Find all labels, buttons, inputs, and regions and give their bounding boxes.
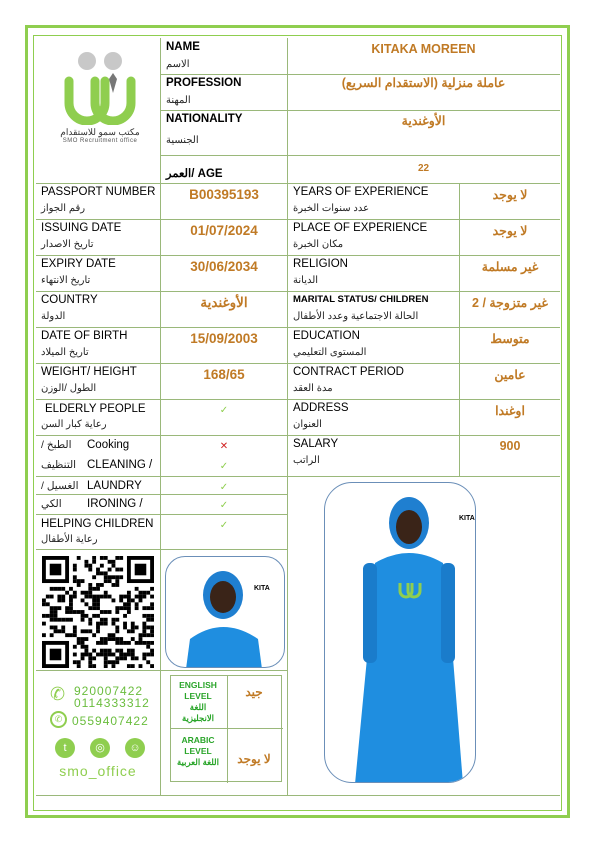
skill-label-ar: رعاية كبار السن (41, 419, 107, 430)
left-row-label: PASSPORT NUMBER (41, 186, 156, 198)
left-row-value: 15/09/2003 (190, 331, 258, 346)
skill-mark: ✓ (219, 500, 229, 511)
language-label: ENGLISH LEVEL اللغة الانجليزية (179, 680, 217, 723)
left-row-label-ar: تاريخ الانتهاء (41, 275, 91, 286)
right-row-value: عامين (494, 368, 526, 382)
left-row-label-ar: تاريخ الاصدار (41, 239, 94, 250)
phone-1: 920007422 (74, 684, 144, 698)
skill-label: ELDERLY PEOPLE (45, 403, 146, 415)
agency-name-en: SMO Recruitment office (62, 138, 138, 144)
right-row-value: اوغندا (495, 404, 525, 418)
skill-mark: ✓ (219, 520, 229, 531)
right-row-label: PLACE OF EXPERIENCE (293, 222, 428, 234)
age-value: 22 (417, 163, 430, 174)
instagram-icon[interactable]: ◎ (90, 738, 110, 758)
left-row-label: EXPIRY DATE (41, 258, 116, 270)
nationality-value: الأوغندية (401, 114, 446, 128)
phone-2: 0114333312 (74, 696, 150, 710)
left-row-label: WEIGHT/ HEIGHT (41, 366, 137, 378)
name-value: KITAKA MOREEN (371, 42, 476, 56)
right-row-value: لا يوجد (492, 224, 528, 238)
skill-label-ar: التنظيف (41, 459, 77, 471)
right-row-label-ar: المستوى التعليمي (293, 347, 367, 358)
profession-value: عاملة منزلية (الاستقدام السريع) (341, 76, 506, 90)
right-row-label: RELIGION (293, 258, 348, 270)
right-row-label: MARITAL STATUS/ CHILDREN (293, 294, 429, 305)
logo-mark-icon (55, 45, 145, 125)
name-label-ar: الاسم (166, 59, 190, 70)
right-row-label-ar: العنوان (293, 419, 322, 430)
snapchat-icon[interactable]: ☺ (125, 738, 145, 758)
left-row-label: DATE OF BIRTH (41, 330, 128, 342)
whatsapp-icon: ✆ (50, 711, 67, 728)
right-row-label: YEARS OF EXPERIENCE (293, 186, 429, 198)
left-row-label-ar: الدولة (41, 311, 66, 322)
left-row-label-ar: تاريخ الميلاد (41, 347, 89, 358)
right-row-label-ar: مكان الخبرة (293, 239, 344, 250)
skill-mark: ✓ (219, 482, 229, 493)
left-row-label: COUNTRY (41, 294, 98, 306)
left-row-value: 168/65 (203, 367, 245, 382)
qr-code (42, 556, 154, 668)
right-row-label: SALARY (293, 438, 339, 450)
skill-label-ar: رعاية الأطفال (41, 534, 98, 545)
right-row-value: لا يوجد (492, 188, 528, 202)
right-row-label-ar: مدة العقد (293, 383, 333, 394)
right-row-label-ar: عدد سنوات الخبرة (293, 203, 370, 214)
photo-main-caption: KITA (459, 515, 475, 522)
photo-small (165, 556, 285, 668)
agency-logo (55, 45, 145, 144)
skill-label: HELPING CHILDREN (41, 518, 154, 530)
skill-mark: ✓ (219, 405, 229, 416)
right-row-label: ADDRESS (293, 402, 349, 414)
profession-label-ar: المهنة (166, 95, 191, 106)
whatsapp-number: 0559407422 (72, 714, 149, 728)
right-row-value: غير مسلمة (481, 260, 539, 274)
photo-main (324, 482, 476, 783)
phone-icon: ✆ (50, 684, 66, 704)
language-label: ARABIC LEVEL اللغة العربية (176, 735, 219, 767)
left-row-value: 01/07/2024 (190, 223, 258, 238)
skill-label-ar: / الطبخ (41, 439, 72, 451)
left-row-value: B00395193 (189, 187, 259, 202)
photo-small-caption: KITA (254, 585, 270, 592)
skill-label: Cooking (87, 439, 130, 451)
right-row-label-ar: الراتب (293, 455, 320, 466)
right-row-label-ar: الديانة (293, 275, 319, 286)
language-level: لا يوجد (237, 752, 271, 766)
right-row-label: EDUCATION (293, 330, 360, 342)
right-row-value: 900 (499, 439, 521, 453)
nationality-label-ar: الجنسية (166, 135, 199, 146)
age-label: العمر/ AGE (166, 168, 223, 180)
language-level: جيد (245, 685, 263, 699)
right-row-label: CONTRACT PERIOD (293, 366, 404, 378)
skill-label: IRONING / (87, 498, 143, 510)
social-handle[interactable]: smo_office (59, 763, 137, 779)
left-row-label-ar: الطول /الوزن (41, 383, 97, 394)
twitter-icon[interactable]: t (55, 738, 75, 758)
skill-label-ar: / الغسيل (41, 480, 79, 492)
left-row-value: الأوغندية (200, 295, 248, 310)
left-row-label: ISSUING DATE (41, 222, 122, 234)
right-row-value: غير متزوجة / 2 (472, 296, 548, 310)
name-label: NAME (166, 41, 200, 53)
left-row-value: 30/06/2034 (190, 259, 258, 274)
profession-label: PROFESSION (166, 77, 242, 89)
left-row-label-ar: رقم الجواز (41, 203, 86, 214)
skill-mark: ✓ (219, 461, 229, 472)
skill-label-ar: الكي (41, 498, 62, 510)
agency-name-ar: مكتب سمو للاستقدام (60, 127, 140, 137)
skill-label: CLEANING / (87, 459, 153, 471)
right-row-label-ar: الحالة الاجتماعية وعدد الأطفال (293, 311, 419, 322)
skill-mark: ✕ (219, 441, 229, 452)
skill-label: LAUNDRY (87, 480, 142, 492)
right-row-value: متوسط (490, 332, 530, 346)
nationality-label: NATIONALITY (166, 113, 243, 125)
